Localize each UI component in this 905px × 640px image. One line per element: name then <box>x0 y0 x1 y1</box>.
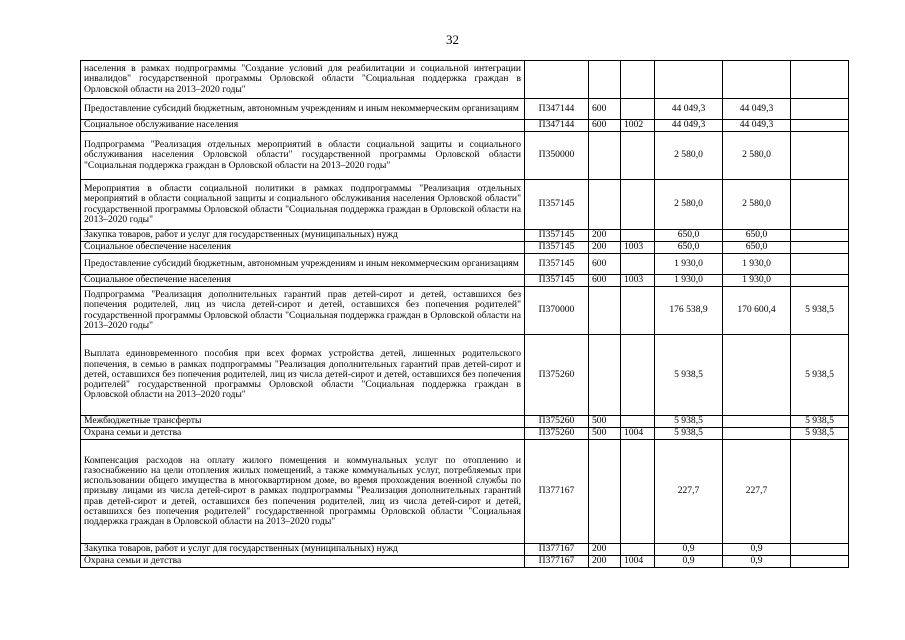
row-description: Подпрограмма "Реализация отдельных мероприятий в области социальной защиты и социального обслуживания населения Орловской области" государственной программы Орловской области "Социальная поддержка граждан в Орловской области на 2013–2020 годы" <box>81 132 525 180</box>
row-description: Охрана семьи и детства <box>81 428 525 440</box>
row-amount-regional: 650,0 <box>723 230 791 242</box>
row-expense-type: 200 <box>589 242 621 254</box>
row-target-code: П377167 <box>525 440 589 544</box>
row-description: Охрана семьи и детства <box>81 556 525 568</box>
row-expense-type: 500 <box>589 416 621 428</box>
row-section-code <box>621 254 655 275</box>
table-row <box>81 544 849 556</box>
row-description: Социальное обслуживание населения <box>81 120 525 132</box>
row-amount-regional <box>723 416 791 428</box>
row-amount-regional: 2 580,0 <box>723 132 791 180</box>
row-target-code: П377167 <box>525 544 589 556</box>
row-amount-regional: 44 049,3 <box>723 99 791 120</box>
row-amount-regional: 2 580,0 <box>723 180 791 230</box>
row-amount-regional: 650,0 <box>723 242 791 254</box>
row-amount-regional: 1 930,0 <box>723 275 791 287</box>
row-description: Межбюджетные трансферты <box>81 416 525 428</box>
row-target-code: П370000 <box>525 287 589 335</box>
row-amount-total: 5 938,5 <box>655 335 723 416</box>
row-target-code: П357145 <box>525 275 589 287</box>
row-amount-federal <box>791 230 849 242</box>
table-row <box>81 275 849 287</box>
row-expense-type: 600 <box>589 120 621 132</box>
row-target-code: П357145 <box>525 180 589 230</box>
row-amount-federal <box>791 440 849 544</box>
row-expense-type: 600 <box>589 254 621 275</box>
row-description: Социальное обеспечение населения <box>81 275 525 287</box>
row-expense-type <box>589 440 621 544</box>
row-section-code: 1003 <box>621 275 655 287</box>
table-row <box>81 254 849 275</box>
table-row <box>81 120 849 132</box>
row-section-code <box>621 416 655 428</box>
row-expense-type: 600 <box>589 275 621 287</box>
row-amount-regional: 44 049,3 <box>723 120 791 132</box>
table-row <box>81 61 849 99</box>
row-amount-regional: 0,9 <box>723 544 791 556</box>
row-description: населения в рамках подпрограммы "Создание условий для реабилитации и социальной интеграции инвалидов" государственной программы Орловской области "Социальная поддержка граждан в Орловской области на 2013–2020 годы" <box>81 61 525 99</box>
budget-table <box>80 60 849 568</box>
row-section-code <box>621 544 655 556</box>
row-amount-regional: 170 600,4 <box>723 287 791 335</box>
table-row <box>81 335 849 416</box>
row-section-code: 1004 <box>621 428 655 440</box>
row-description: Предоставление субсидий бюджетным, автономным учреждениям и иным некоммерческим организациям <box>81 254 525 275</box>
table-row <box>81 99 849 120</box>
row-section-code <box>621 440 655 544</box>
row-section-code <box>621 180 655 230</box>
row-description: Компенсация расходов на оплату жилого помещения и коммунальных услуг по отоплению и газоснабжению на цели отопления жилых помещений, а также коммунальных услуг, потребляемых при использовании общего имущества в многоквартирном доме, во время прохождения военной службы по призыву лицами из числа детей-сирот в рамках подпрограммы "Реализация дополнительных гарантий прав детей-сирот и детей, оставшихся без попечения родителей, лиц из числа детей-сирот и детей, оставшихся без попечения родителей" государственной программы Орловской области "Социальная поддержка граждан в Орловской области на 2013–2020 годы" <box>81 440 525 544</box>
row-description: Закупка товаров, работ и услуг для государственных (муниципальных) нужд <box>81 544 525 556</box>
row-amount-total: 176 538,9 <box>655 287 723 335</box>
row-target-code <box>525 61 589 99</box>
row-amount-federal: 5 938,5 <box>791 428 849 440</box>
row-amount-total <box>655 61 723 99</box>
row-target-code: П375260 <box>525 335 589 416</box>
row-amount-federal <box>791 556 849 568</box>
table-row <box>81 556 849 568</box>
row-amount-total: 5 938,5 <box>655 428 723 440</box>
row-amount-regional: 1 930,0 <box>723 254 791 275</box>
row-target-code: П375260 <box>525 416 589 428</box>
row-section-code: 1003 <box>621 242 655 254</box>
row-amount-total: 227,7 <box>655 440 723 544</box>
row-amount-regional <box>723 335 791 416</box>
row-expense-type <box>589 61 621 99</box>
row-section-code <box>621 230 655 242</box>
row-amount-federal <box>791 99 849 120</box>
row-amount-total: 2 580,0 <box>655 180 723 230</box>
row-expense-type: 200 <box>589 544 621 556</box>
row-section-code <box>621 99 655 120</box>
row-amount-federal <box>791 242 849 254</box>
page-number: 32 <box>446 32 459 47</box>
row-amount-total: 0,9 <box>655 556 723 568</box>
row-amount-total: 5 938,5 <box>655 416 723 428</box>
row-section-code <box>621 61 655 99</box>
row-target-code: П357145 <box>525 230 589 242</box>
row-amount-federal <box>791 544 849 556</box>
row-amount-federal <box>791 61 849 99</box>
row-section-code <box>621 287 655 335</box>
row-target-code: П347144 <box>525 120 589 132</box>
table-row <box>81 287 849 335</box>
table-row <box>81 440 849 544</box>
table-row <box>81 132 849 180</box>
row-amount-total: 44 049,3 <box>655 99 723 120</box>
row-description: Мероприятия в области социальной политики в рамках подпрограммы "Реализация отдельных мероприятий в области социальной защиты и социального обслуживания населения Орловской области" государственной программы Орловской области "Социальная поддержка граждан в Орловской области на 2013–2020 годы" <box>81 180 525 230</box>
row-section-code <box>621 335 655 416</box>
row-amount-regional: 227,7 <box>723 440 791 544</box>
row-description: Подпрограмма "Реализация дополнительных гарантий прав детей-сирот и детей, оставшихся без попечения родителей, лиц из числа детей-сирот и детей, оставшихся без попечения родителей" государственной программы Орловской области "Социальная поддержка граждан в Орловской области на 2013–2020 годы" <box>81 287 525 335</box>
row-amount-total: 0,9 <box>655 544 723 556</box>
row-description: Предоставление субсидий бюджетным, автономным учреждениям и иным некоммерческим организациям <box>81 99 525 120</box>
row-amount-total: 650,0 <box>655 242 723 254</box>
row-amount-total: 650,0 <box>655 230 723 242</box>
row-amount-federal <box>791 120 849 132</box>
row-target-code: П350000 <box>525 132 589 180</box>
row-expense-type <box>589 132 621 180</box>
row-amount-regional <box>723 428 791 440</box>
row-amount-total: 44 049,3 <box>655 120 723 132</box>
row-amount-regional <box>723 61 791 99</box>
row-expense-type <box>589 335 621 416</box>
row-section-code <box>621 132 655 180</box>
row-expense-type <box>589 180 621 230</box>
row-description: Закупка товаров, работ и услуг для государственных (муниципальных) нужд <box>81 230 525 242</box>
row-expense-type: 200 <box>589 556 621 568</box>
row-amount-regional: 0,9 <box>723 556 791 568</box>
row-amount-total: 1 930,0 <box>655 254 723 275</box>
row-amount-federal: 5 938,5 <box>791 287 849 335</box>
row-description: Выплата единовременного пособия при всех формах устройства детей, лишенных родительского попечения, в семью в рамках подпрограммы "Реализация дополнительных гарантий прав детей-сирот и детей, оставшихся без попечения родителей, лиц из числа детей-сирот и детей, оставшихся без попечения родителей" государственной программы Орловской области "Социальная поддержка граждан в Орловской области на 2013–2020 годы" <box>81 335 525 416</box>
row-amount-federal <box>791 254 849 275</box>
row-expense-type: 200 <box>589 230 621 242</box>
row-expense-type: 500 <box>589 428 621 440</box>
row-amount-federal: 5 938,5 <box>791 416 849 428</box>
row-amount-federal: 5 938,5 <box>791 335 849 416</box>
table-row <box>81 416 849 428</box>
row-amount-federal <box>791 275 849 287</box>
row-target-code: П375260 <box>525 428 589 440</box>
table-row <box>81 230 849 242</box>
row-amount-total: 2 580,0 <box>655 132 723 180</box>
table-row <box>81 428 849 440</box>
row-amount-federal <box>791 132 849 180</box>
row-target-code: П357145 <box>525 254 589 275</box>
table-row <box>81 242 849 254</box>
table-row <box>81 180 849 230</box>
row-expense-type: 600 <box>589 99 621 120</box>
row-section-code: 1004 <box>621 556 655 568</box>
row-target-code: П377167 <box>525 556 589 568</box>
row-expense-type <box>589 287 621 335</box>
row-target-code: П357145 <box>525 242 589 254</box>
row-amount-total: 1 930,0 <box>655 275 723 287</box>
row-section-code: 1002 <box>621 120 655 132</box>
row-amount-federal <box>791 180 849 230</box>
row-description: Социальное обеспечение населения <box>81 242 525 254</box>
row-target-code: П347144 <box>525 99 589 120</box>
